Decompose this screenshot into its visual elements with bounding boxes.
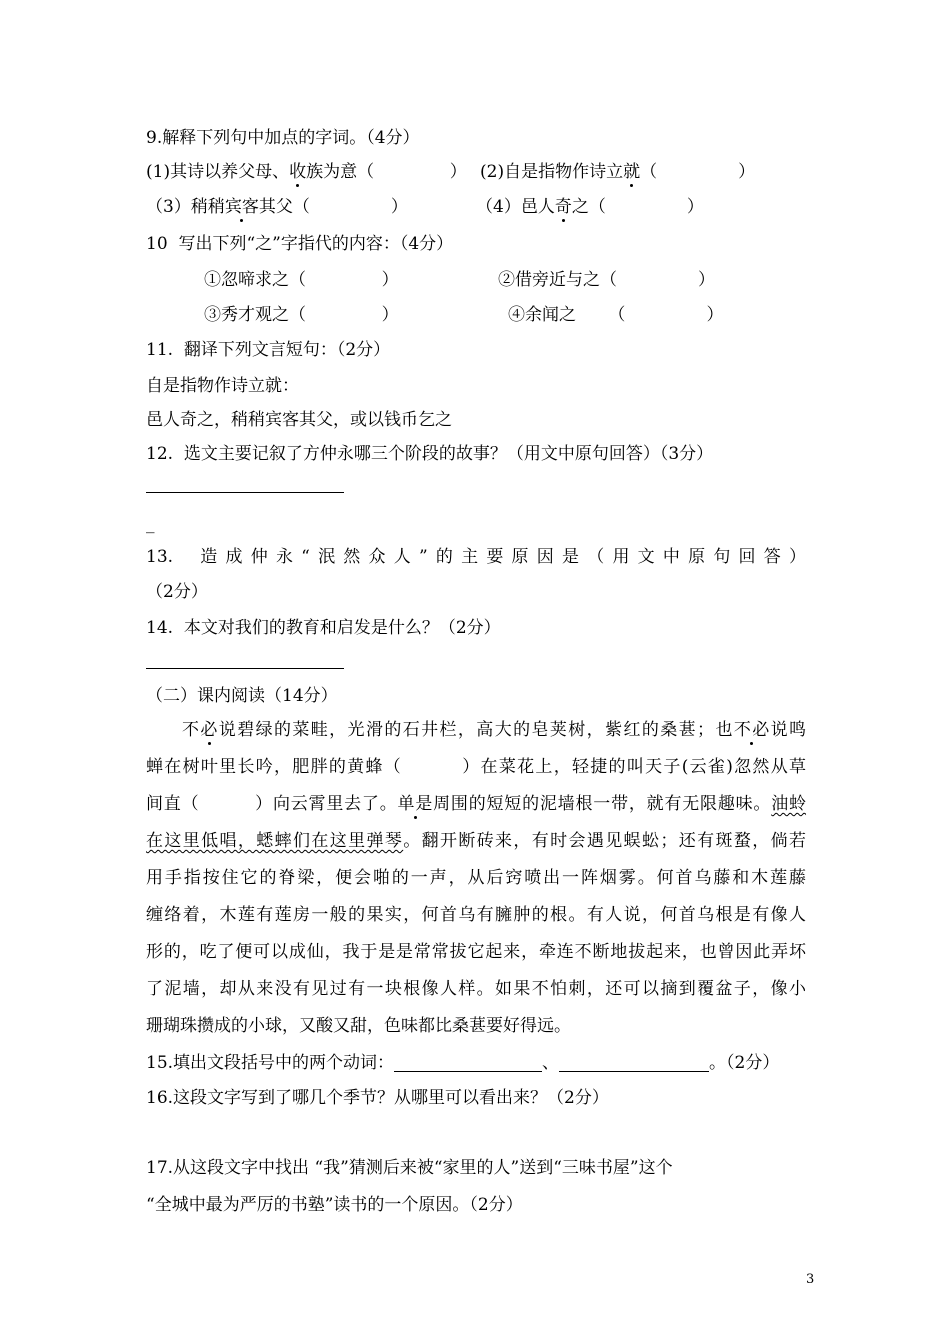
passage-line-1 xyxy=(182,718,806,742)
passage-wavy-2: 在这里低唱，蟋蟀们在这里弹琴 xyxy=(146,831,404,851)
q12-title: 12. 选文主要记叙了方仲永哪三个阶段的故事？（用文中原句回答）（3分） xyxy=(146,444,714,464)
q15-score: 。（2分） xyxy=(709,1053,780,1073)
q13-title: 13. 造成仲永“泯然众人”的主要原因是（用文中原句回答） xyxy=(146,547,806,567)
passage-line-7: 形的，吃了便可以成仙，我于是是常常拔它起来，牵连不断地拔起来，也曾因此弄坏 xyxy=(146,942,806,962)
q17-line-1: 17.从这段文字中找出 “我”猜测后来被“家里的人”送到“三味书屋”这个 xyxy=(146,1158,673,1178)
passage-line-4 xyxy=(146,829,806,853)
q9-3-dotted-word: 宾客 xyxy=(224,197,259,217)
q16-title: 16.这段文字写到了哪几个季节？从哪里可以看出来？（2分） xyxy=(146,1088,609,1108)
q14-answer-line xyxy=(146,668,344,669)
q9-2-dotted-word: 就 xyxy=(623,162,641,182)
q9-line-1 xyxy=(146,160,467,184)
passage-line-6: 缠络着，木莲有莲房一般的果实，何首乌有臃肿的根。有人说，何首乌根是有像人 xyxy=(146,905,806,925)
q9-line-2 xyxy=(146,195,408,219)
q11-sentence-1: 自是指物作诗立就： xyxy=(146,376,299,396)
passage-line-2: 蝉在树叶里长吟，肥胖的黄蜂（ ）在菜花上，轻捷的叫天子(云雀)忽然从草 xyxy=(146,757,806,777)
q9-title: 9.解释下列句中加点的字词。（4分） xyxy=(146,128,420,148)
section-2-title: （二）课内阅读（14分） xyxy=(146,686,338,706)
q9-2-pre: (2)自是指物作诗立 xyxy=(480,162,624,182)
q9-1-dotted-word: 收 xyxy=(289,162,307,182)
q14-title: 14. 本文对我们的教育和启发是什么？（2分） xyxy=(146,618,501,638)
q10-item-4: ④余闻之 （ ） xyxy=(508,305,724,325)
passage-text-1-end: 鸣 xyxy=(789,720,807,740)
q10-item-1: ①忽啼求之（ ） xyxy=(204,270,399,290)
q12-answer-line xyxy=(146,492,344,493)
passage-line-3 xyxy=(146,792,806,816)
q9-4-post: 之（ ） xyxy=(571,197,704,217)
q11-sentence-2: 邑人奇之，稍稍宾客其父，或以钱币乞之 xyxy=(146,410,452,430)
q9-4-dotted-word: 奇 xyxy=(554,197,572,217)
page-number: 3 xyxy=(806,1272,815,1287)
q15-blank-1[interactable] xyxy=(394,1053,542,1072)
passage-text-1: 碧绿的菜畦，光滑的石井栏，高大的皂荚树，紫红的桑葚； xyxy=(237,720,715,740)
passage-text-3-mid: 周围的短短的泥墙根一带，就有无限趣味。 xyxy=(433,794,772,814)
q9-3-post: 其父（ ） xyxy=(258,197,408,217)
q17-line-2: “全城中最为严厉的书塾”读书的一个原因。（2分） xyxy=(146,1195,523,1215)
passage-dotted-2: 也不必说 xyxy=(714,720,790,740)
q9-1-pre: (1)其诗以养父母、 xyxy=(146,162,290,182)
q15-blank-2[interactable] xyxy=(559,1053,709,1072)
passage-text-4: 。翻开断砖来，有时会遇见蜈蚣；还有斑蝥，倘若 xyxy=(403,831,807,851)
q10-item-3: ③秀才观之（ ） xyxy=(204,305,399,325)
passage-text-3-pre: 间直（ ）向云霄里去了。 xyxy=(146,794,398,814)
q10-title: 10 写出下列“之”字指代的内容：（4分） xyxy=(146,234,454,254)
passage-line-8: 了泥墙，却从来没有见过有一块根像人样。如果不怕刺，还可以摘到覆盆子，像小 xyxy=(146,979,806,999)
q9-2-post: （ ） xyxy=(640,162,756,182)
passage-dotted-1: 不必说 xyxy=(182,720,238,740)
q15-title: 15.填出文段括号中的两个动词： xyxy=(146,1053,395,1073)
passage-line-9: 珊瑚珠攒成的小球，又酸又甜，色味都比桑葚要好得远。 xyxy=(146,1016,571,1036)
q9-line-1b xyxy=(480,160,755,184)
q9-3-pre: （3）稍稍 xyxy=(146,197,225,217)
q15-separator: 、 xyxy=(542,1053,560,1073)
passage-dotted-3: 单是 xyxy=(397,794,434,814)
q12-answer-tail: _ xyxy=(146,514,155,534)
q9-1-post: 族为意（ ） xyxy=(306,162,467,182)
q9-line-2b xyxy=(476,195,704,219)
q10-item-2: ②借旁近与之（ ） xyxy=(498,270,716,290)
q13-score: （2分） xyxy=(146,582,208,602)
passage-line-5: 用手指按住它的脊梁，便会啪的一声，从后窍喷出一阵烟雾。何首乌藤和木莲藤 xyxy=(146,868,806,888)
passage-wavy-1: 油蛉 xyxy=(771,794,807,814)
q9-4-pre: （4）邑人 xyxy=(476,197,555,217)
q11-title: 11. 翻译下列文言短句：（2分） xyxy=(146,340,391,360)
q15-line xyxy=(146,1051,779,1075)
